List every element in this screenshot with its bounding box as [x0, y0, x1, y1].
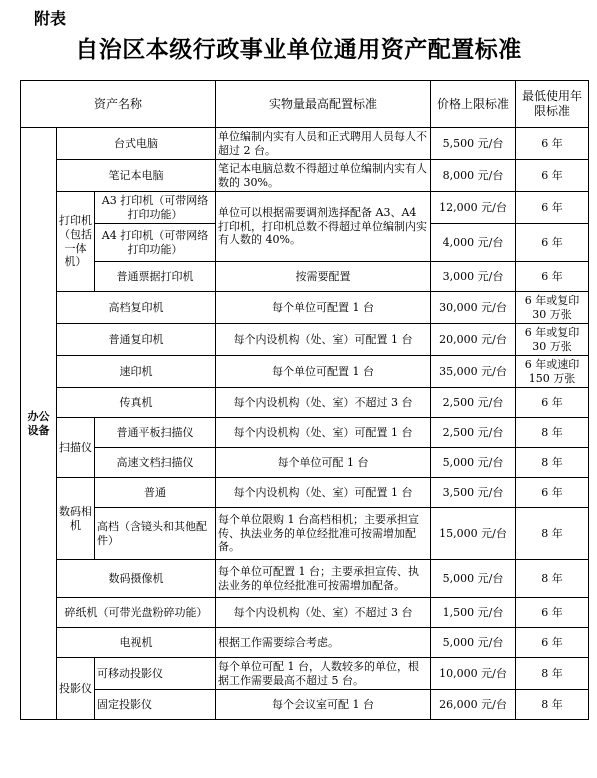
- asset-price: 5,000 元/台: [431, 448, 516, 478]
- table-row: [21, 658, 589, 690]
- asset-life: 8 年: [516, 690, 589, 720]
- header-life: 最低使用年限标准: [516, 81, 589, 128]
- table-row: [21, 262, 589, 292]
- asset-name: 高档（含镜头和其他配件）: [95, 508, 216, 560]
- asset-life: 6 年: [516, 478, 589, 508]
- asset-name: 高档复印机: [57, 292, 216, 324]
- asset-standard: 笔记本电脑总数不得超过单位编制内实有人数的 30%。: [216, 160, 431, 192]
- asset-life: 8 年: [516, 560, 589, 598]
- asset-standards-table: [20, 80, 589, 720]
- asset-life: 6 年或速印 150 万张: [516, 356, 589, 388]
- asset-life: 8 年: [516, 418, 589, 448]
- asset-price: 10,000 元/台: [431, 658, 516, 690]
- category-label: 办公设备: [27, 409, 50, 437]
- asset-price: 12,000 元/台: [431, 192, 516, 224]
- page-title: 自治区本级行政事业单位通用资产配置标准: [75, 37, 522, 63]
- asset-life: 6 年: [516, 628, 589, 658]
- group-camera: 数码相机: [57, 478, 95, 560]
- asset-standard: 每个单位可配置 1 台；主要承担宣传、执法业务的单位经批准可按需增加配备。: [216, 560, 431, 598]
- table-row: [21, 356, 589, 388]
- table-row: [21, 324, 589, 356]
- asset-price: 15,000 元/台: [431, 508, 516, 560]
- header-price: 价格上限标准: [431, 81, 516, 128]
- asset-price: 26,000 元/台: [431, 690, 516, 720]
- table-row: [21, 292, 589, 324]
- asset-price: 30,000 元/台: [431, 292, 516, 324]
- table-row: [21, 448, 589, 478]
- asset-price: 8,000 元/台: [431, 160, 516, 192]
- table-row: [21, 418, 589, 448]
- asset-life: 6 年或复印 30 万张: [516, 324, 589, 356]
- table-row: [21, 192, 589, 224]
- asset-life: 6 年: [516, 388, 589, 418]
- header-asset-name: 资产名称: [21, 81, 216, 128]
- asset-life: 6 年: [516, 224, 589, 262]
- asset-name: 高速文档扫描仪: [95, 448, 216, 478]
- group-scanner: 扫描仪: [57, 418, 95, 478]
- asset-standard: 单位编制内实有人员和正式聘用人员每人不超过 2 台。: [216, 128, 431, 160]
- asset-standard: 根据工作需要综合考虑。: [216, 628, 431, 658]
- header-standard: 实物量最高配置标准: [216, 81, 431, 128]
- table-row: [21, 160, 589, 192]
- table-row: [21, 128, 589, 160]
- asset-standard: 每个内设机构（处、室）可配置 1 台: [216, 418, 431, 448]
- asset-standard: 每个内设机构（处、室）不超过 3 台: [216, 598, 431, 628]
- asset-name: 电视机: [57, 628, 216, 658]
- asset-price: 2,500 元/台: [431, 418, 516, 448]
- asset-name: A3 打印机（可带网络打印功能）: [95, 192, 216, 224]
- appendix-label: 附表: [34, 9, 67, 28]
- asset-price: 4,000 元/台: [431, 224, 516, 262]
- asset-name: 普通票据打印机: [95, 262, 216, 292]
- asset-standard: 每个会议室可配 1 台: [216, 690, 431, 720]
- asset-life: 8 年: [516, 508, 589, 560]
- asset-price: 1,500 元/台: [431, 598, 516, 628]
- group-projector: 投影仪: [57, 658, 95, 720]
- asset-price: 5,500 元/台: [431, 128, 516, 160]
- asset-price: 3,000 元/台: [431, 262, 516, 292]
- asset-life: 8 年: [516, 658, 589, 690]
- asset-name: A4 打印机（可带网络打印功能）: [95, 224, 216, 262]
- asset-standard: 每个内设机构（处、室）可配置 1 台: [216, 324, 431, 356]
- asset-life: 6 年: [516, 262, 589, 292]
- category-cell: [21, 128, 57, 720]
- asset-standard: 每个内设机构（处、室）可配置 1 台: [216, 478, 431, 508]
- asset-price: 5,000 元/台: [431, 628, 516, 658]
- group-printer: 打印机（包括一体机）: [57, 192, 95, 292]
- asset-name: 普通: [95, 478, 216, 508]
- asset-life: 6 年: [516, 598, 589, 628]
- asset-price: 3,500 元/台: [431, 478, 516, 508]
- asset-life: 8 年: [516, 448, 589, 478]
- asset-name: 固定投影仪: [95, 690, 216, 720]
- asset-life: 6 年或复印 30 万张: [516, 292, 589, 324]
- asset-name: 数码摄像机: [57, 560, 216, 598]
- table-row: [21, 560, 589, 598]
- asset-name: 碎纸机（可带光盘粉碎功能）: [57, 598, 216, 628]
- table-row: [21, 598, 589, 628]
- asset-life: 6 年: [516, 128, 589, 160]
- asset-price: 5,000 元/台: [431, 560, 516, 598]
- asset-name: 普通复印机: [57, 324, 216, 356]
- table-row: [21, 388, 589, 418]
- table-header-row: [21, 81, 589, 128]
- asset-standard: 每个内设机构（处、室）不超过 3 台: [216, 388, 431, 418]
- table-row: [21, 508, 589, 560]
- table-row: [21, 478, 589, 508]
- asset-name: 普通平板扫描仪: [95, 418, 216, 448]
- asset-standard: 单位可以根据需要调剂选择配备 A3、A4 打印机，打印机总数不得超过单位编制内实有人数的 40%。: [216, 192, 431, 262]
- asset-price: 20,000 元/台: [431, 324, 516, 356]
- table-row: [21, 690, 589, 720]
- asset-standard: 按需要配置: [216, 262, 431, 292]
- asset-name: 传真机: [57, 388, 216, 418]
- asset-name: 笔记本电脑: [57, 160, 216, 192]
- asset-standard: 每个单位可配 1 台，人数较多的单位，根据工作需要最高不超过 5 台。: [216, 658, 431, 690]
- asset-standard: 每个单位可配置 1 台: [216, 356, 431, 388]
- asset-name: 速印机: [57, 356, 216, 388]
- asset-life: 6 年: [516, 160, 589, 192]
- asset-price: 2,500 元/台: [431, 388, 516, 418]
- asset-standard: 每个单位可配 1 台: [216, 448, 431, 478]
- asset-life: 6 年: [516, 192, 589, 224]
- table-row: [21, 628, 589, 658]
- asset-price: 35,000 元/台: [431, 356, 516, 388]
- asset-name: 台式电脑: [57, 128, 216, 160]
- asset-standard: 每个单位限购 1 台高档相机；主要承担宣传、执法业务的单位经批准可按需增加配备。: [216, 508, 431, 560]
- asset-standard: 每个单位可配置 1 台: [216, 292, 431, 324]
- asset-name: 可移动投影仪: [95, 658, 216, 690]
